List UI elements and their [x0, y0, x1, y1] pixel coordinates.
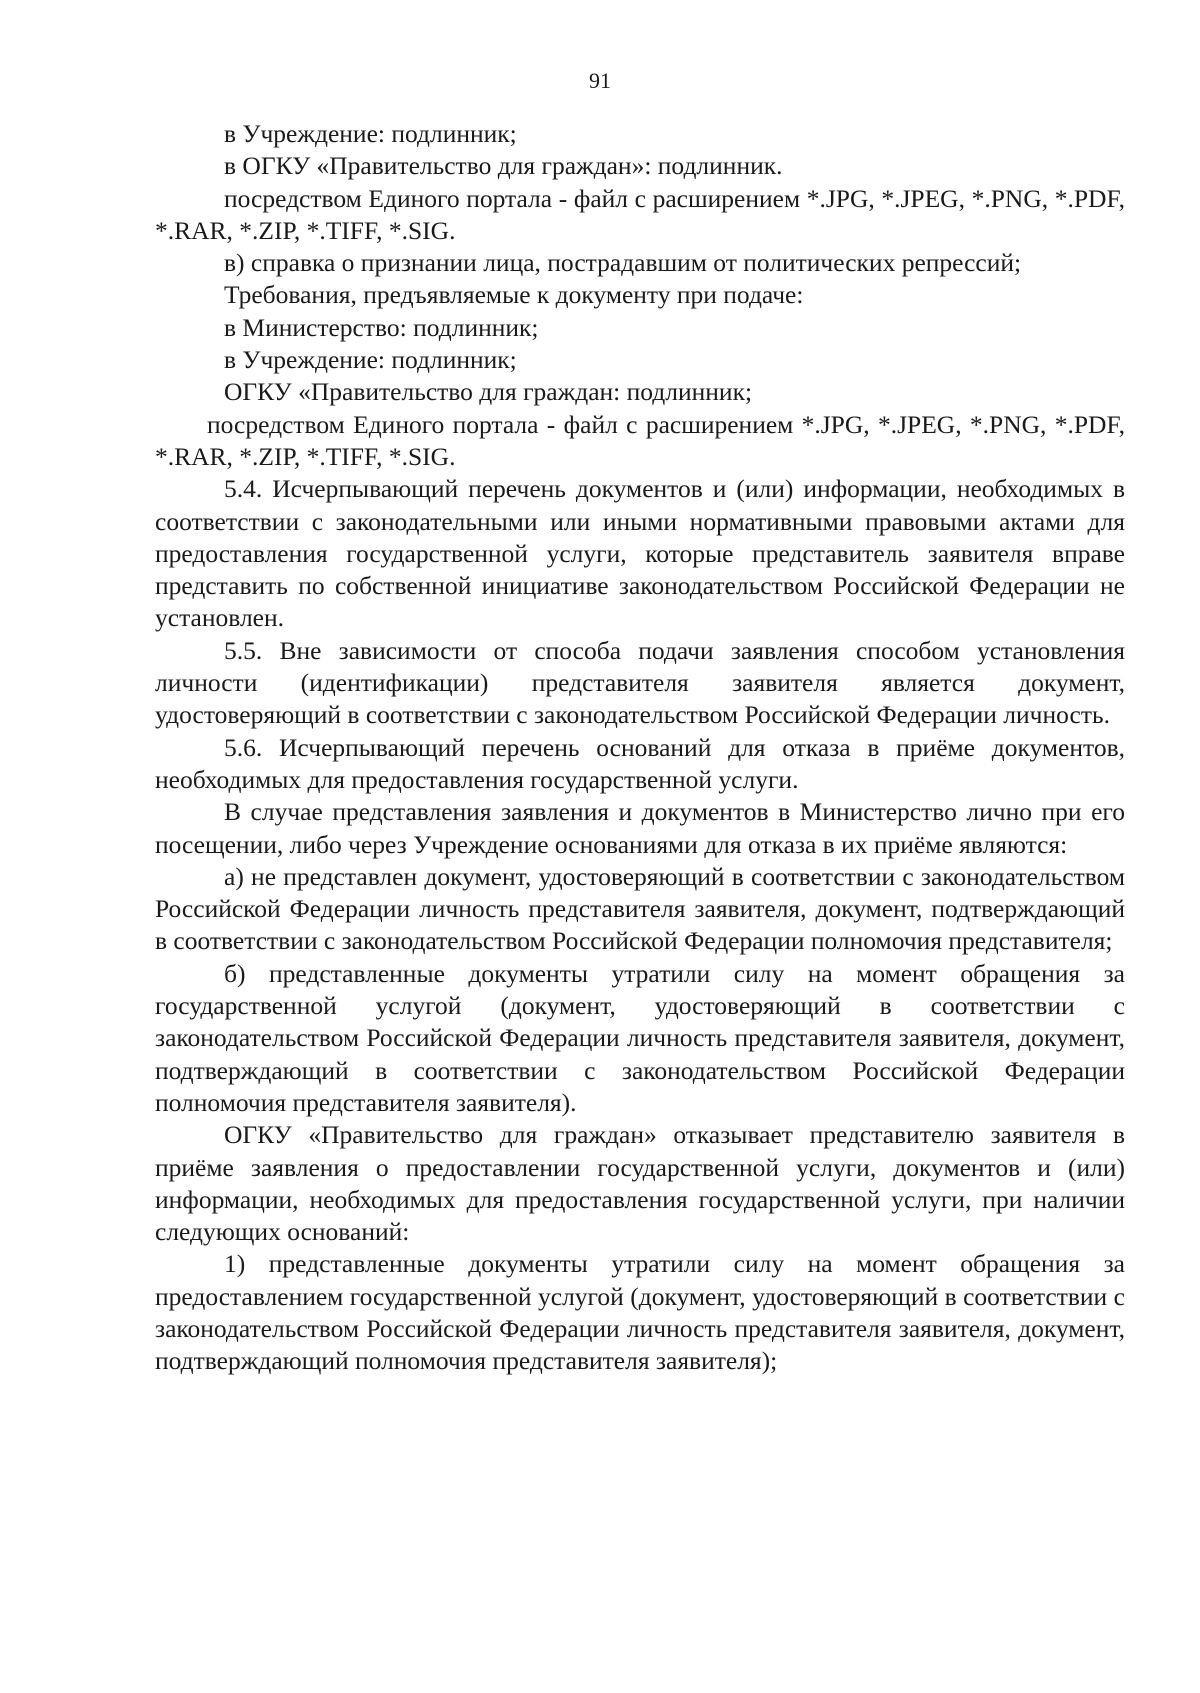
paragraph: а) не представлен документ, удостоверяющий в соответствии с законодательством Российской Федерации личность представителя заявителя, документ, подтверждающий в соответствии с законодательством Российской Федерации полномочия представителя;	[155, 861, 1125, 956]
paragraph: посредством Единого портала - файл с расширением *.JPG, *.JPEG, *.PNG, *.PDF, *.RAR, *.ZIP, *.TIFF, *.SIG.	[155, 409, 1125, 471]
page-number: 91	[589, 68, 611, 93]
paragraph: В случае представления заявления и документов в Министерство лично при его посещении, либо через Учреждение основаниями для отказа в их приёме являются:	[155, 797, 1125, 859]
paragraph: посредством Единого портала - файл с расширением *.JPG, *.JPEG, *.PNG, *.PDF, *.RAR, *.ZIP, *.TIFF, *.SIG.	[155, 183, 1125, 245]
paragraph: в Учреждение: подлинник;	[224, 119, 517, 148]
paragraph: 5.5. Вне зависимости от способа подачи заявления способом установления личности (идентификации) представителя заявителя является документ, удостоверяющий в соответствии с законодательством Российской Федерации личность.	[155, 635, 1125, 730]
paragraph: в ОГКУ «Правительство для граждан»: подлинник.	[224, 151, 783, 181]
paragraph: ОГКУ «Правительство для граждан» отказывает представителю заявителя в приёме заявления о предоставлении государственной услуги, документов и (или) информации, необходимых для предоставления государственной услуги, при наличии следующих оснований:	[155, 1120, 1125, 1247]
paragraph: ОГКУ «Правительство для граждан: подлинник;	[224, 377, 753, 407]
paragraph: в Министерство: подлинник;	[224, 312, 539, 342]
paragraph: 5.4. Исчерпывающий перечень документов и (или) информации, необходимых в соответствии с законодательными или иными нормативными правовыми актами для предоставления государственной услуги, которые представитель заявителя вправе представить по собственной инициативе законодательством Российской Федерации не установлен.	[155, 474, 1125, 633]
paragraph: в Учреждение: подлинник;	[224, 345, 517, 375]
paragraph: 5.6. Исчерпывающий перечень оснований для отказа в приёме документов, необходимых для предоставления государственной услуги.	[155, 732, 1125, 794]
paragraph: в) справка о признании лица, пострадавшим от политических репрессий;	[224, 248, 1022, 278]
document-body	[155, 118, 1125, 1378]
paragraph: Требования, предъявляемые к документу при подаче:	[224, 280, 804, 310]
paragraph: б) представленные документы утратили силу на момент обращения за государственной услугой (документ, удостоверяющий в соответствии с законодательством Российской Федерации личность представителя заявителя, документ, подтверждающий в соответствии с законодательством Российской Федерации полномочия представителя заявителя).	[155, 958, 1125, 1117]
paragraph: 1) представленные документы утратили силу на момент обращения за предоставлением государственной услугой (документ, удостоверяющий в соответствии с законодательством Российской Федерации личность представителя заявителя, документ, подтверждающий полномочия представителя заявителя);	[155, 1249, 1125, 1376]
